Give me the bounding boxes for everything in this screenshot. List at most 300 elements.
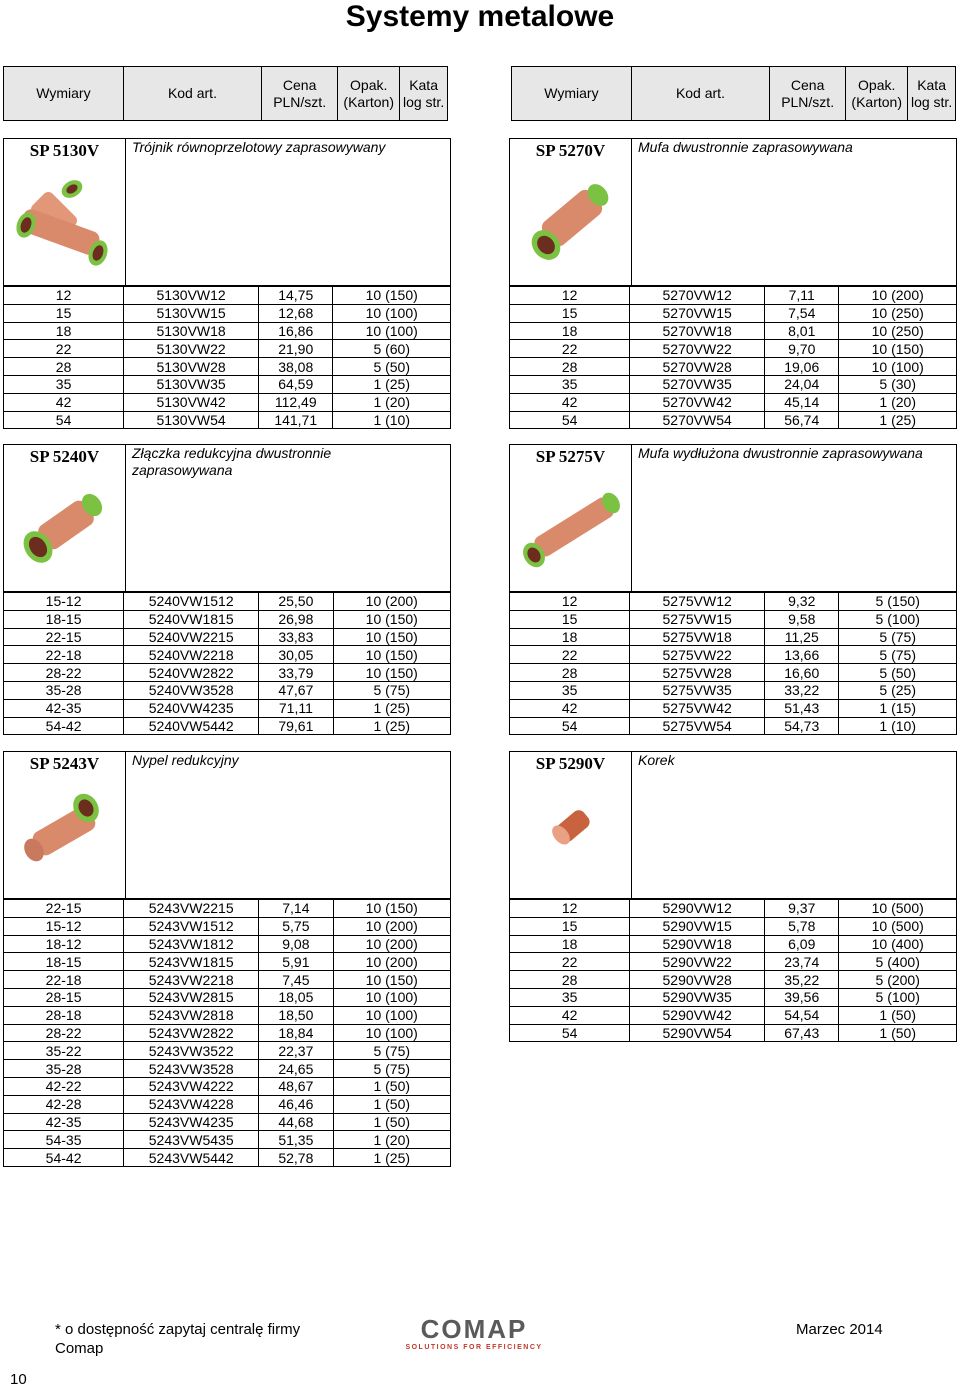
table-row — [4, 1131, 451, 1149]
header-code: Kod art. — [631, 67, 769, 121]
dimension-cell: 28 — [510, 664, 630, 682]
article-code-cell: 5290VW12 — [630, 900, 765, 918]
pack-cell: 10 (500) — [839, 900, 957, 918]
price-cell: 9,70 — [765, 340, 839, 358]
article-code-cell: 5130VW42 — [124, 393, 259, 411]
article-code-cell: 5240VW3528 — [124, 681, 259, 699]
pack-cell: 10 (100) — [333, 304, 451, 322]
table-row — [510, 971, 957, 989]
dimension-cell: 28 — [510, 358, 630, 376]
section-sp5240v — [3, 444, 451, 735]
product-code: SP 5240V — [29, 447, 100, 466]
article-code-cell: 5275VW18 — [630, 628, 765, 646]
price-cell: 33,79 — [259, 664, 333, 682]
product-name: Mufa wydłużona dwustronnie zaprasowywana — [638, 445, 923, 461]
table-row — [510, 628, 957, 646]
dimension-cell: 18-12 — [4, 935, 124, 953]
section-sp5130v — [3, 138, 451, 429]
dimension-cell: 28 — [510, 971, 630, 989]
pack-cell: 1 (20) — [333, 1131, 450, 1149]
article-code-cell: 5243VW4228 — [124, 1095, 259, 1113]
pack-cell: 10 (200) — [333, 917, 450, 935]
pack-cell: 5 (75) — [839, 646, 957, 664]
price-cell: 24,04 — [765, 375, 839, 393]
article-code-cell: 5270VW28 — [630, 358, 765, 376]
article-code-cell: 5130VW18 — [124, 322, 259, 340]
price-cell: 47,67 — [259, 681, 333, 699]
article-code-cell: 5130VW12 — [124, 287, 259, 305]
article-code-cell: 5240VW1512 — [124, 593, 259, 611]
price-cell: 64,59 — [259, 375, 333, 393]
price-cell: 26,98 — [259, 610, 333, 628]
pack-cell: 5 (25) — [839, 681, 957, 699]
article-code-cell: 5275VW42 — [630, 699, 765, 717]
article-code-cell: 5240VW5442 — [124, 717, 259, 735]
table-row — [510, 646, 957, 664]
table-row — [510, 900, 957, 918]
price-table — [3, 592, 451, 735]
article-code-cell: 5243VW1815 — [124, 953, 259, 971]
dimension-cell: 18 — [510, 628, 630, 646]
dimension-cell: 12 — [4, 287, 124, 305]
price-table — [3, 286, 451, 429]
pack-cell: 1 (50) — [333, 1113, 450, 1131]
tee-fitting-image — [10, 165, 120, 275]
pack-cell: 10 (200) — [839, 287, 957, 305]
article-code-cell: 5240VW4235 — [124, 699, 259, 717]
price-cell: 35,22 — [765, 971, 839, 989]
header-pack: Opak. (Karton) — [846, 67, 908, 121]
product-header — [3, 751, 451, 899]
dimension-cell: 28-22 — [4, 664, 124, 682]
dimension-cell: 22-15 — [4, 628, 124, 646]
table-row — [510, 917, 957, 935]
page-title: Systemy metalowe — [345, 0, 615, 33]
pack-cell: 10 (150) — [333, 287, 451, 305]
logo-tagline: SOLUTIONS FOR EFFICIENCY — [405, 1344, 543, 1351]
header-dimensions: Wymiary — [512, 67, 632, 121]
pack-cell: 10 (150) — [333, 900, 450, 918]
product-name: Mufa dwustronnie zaprasowywana — [638, 139, 853, 155]
table-row — [4, 304, 451, 322]
table-row — [510, 935, 957, 953]
table-row — [510, 593, 957, 611]
price-cell: 12,68 — [259, 304, 333, 322]
product-header — [509, 751, 957, 899]
article-code-cell: 5290VW22 — [630, 953, 765, 971]
article-code-cell: 5243VW3528 — [124, 1060, 259, 1078]
price-cell: 54,73 — [765, 717, 839, 735]
pack-cell: 5 (30) — [839, 375, 957, 393]
availability-note: * o dostępność zapytaj centralę firmy Comap — [55, 1321, 301, 1357]
pack-cell: 1 (25) — [333, 717, 450, 735]
article-code-cell: 5243VW5435 — [124, 1131, 259, 1149]
table-row — [4, 681, 451, 699]
table-row — [4, 1149, 451, 1167]
dimension-cell: 22 — [4, 340, 124, 358]
comap-logo — [392, 1316, 557, 1354]
article-code-cell: 5275VW12 — [630, 593, 765, 611]
issue-date: Marzec 2014 — [796, 1321, 883, 1338]
long-coupling-image — [516, 471, 626, 581]
article-code-cell: 5130VW35 — [124, 375, 259, 393]
price-cell: 9,37 — [765, 900, 839, 918]
dimension-cell: 22-18 — [4, 971, 124, 989]
pack-cell: 10 (100) — [839, 358, 957, 376]
price-cell: 33,83 — [259, 628, 333, 646]
dimension-cell: 54-42 — [4, 717, 124, 735]
pack-cell: 10 (150) — [333, 610, 450, 628]
price-cell: 7,14 — [259, 900, 333, 918]
dimension-cell: 18 — [510, 322, 630, 340]
article-code-cell: 5275VW28 — [630, 664, 765, 682]
table-row — [510, 988, 957, 1006]
pack-cell: 1 (25) — [333, 699, 450, 717]
article-code-cell: 5243VW1812 — [124, 935, 259, 953]
article-code-cell: 5270VW12 — [630, 287, 765, 305]
product-code: SP 5243V — [29, 754, 100, 773]
header-pack: Opak. (Karton) — [338, 67, 400, 121]
dimension-cell: 15 — [510, 917, 630, 935]
dimension-cell: 35 — [510, 375, 630, 393]
product-code: SP 5275V — [535, 447, 606, 466]
article-code-cell: 5243VW2818 — [124, 1006, 259, 1024]
table-row — [4, 917, 451, 935]
table-row — [4, 935, 451, 953]
table-row — [4, 322, 451, 340]
reducer-image — [10, 471, 120, 581]
price-cell: 5,78 — [765, 917, 839, 935]
pack-cell: 10 (100) — [333, 1006, 450, 1024]
table-row — [4, 593, 451, 611]
table-row — [4, 699, 451, 717]
header-catalog: Kata log str. — [908, 67, 956, 121]
dimension-cell: 35 — [510, 988, 630, 1006]
dimension-cell: 42-35 — [4, 699, 124, 717]
pack-cell: 1 (50) — [839, 1024, 957, 1042]
dimension-cell: 42 — [510, 393, 630, 411]
table-row — [4, 1077, 451, 1095]
dimension-cell: 35-28 — [4, 681, 124, 699]
pack-cell: 10 (250) — [839, 304, 957, 322]
section-sp5243v — [3, 751, 451, 1167]
price-cell: 8,01 — [765, 322, 839, 340]
dimension-cell: 22-15 — [4, 900, 124, 918]
table-row — [4, 375, 451, 393]
article-code-cell: 5243VW3522 — [124, 1042, 259, 1060]
header-price: Cena PLN/szt. — [262, 67, 338, 121]
section-sp5270v — [509, 138, 957, 429]
price-table — [3, 899, 451, 1167]
article-code-cell: 5275VW54 — [630, 717, 765, 735]
dimension-cell: 42 — [4, 393, 124, 411]
price-cell: 48,67 — [259, 1077, 333, 1095]
table-row — [510, 610, 957, 628]
price-cell: 5,75 — [259, 917, 333, 935]
dimension-cell: 18-15 — [4, 610, 124, 628]
pack-cell: 10 (150) — [333, 664, 450, 682]
article-code-cell: 5290VW18 — [630, 935, 765, 953]
price-cell: 14,75 — [259, 287, 333, 305]
price-cell: 9,08 — [259, 935, 333, 953]
header-price: Cena PLN/szt. — [770, 67, 846, 121]
pack-cell: 5 (75) — [333, 1042, 450, 1060]
article-code-cell: 5243VW5442 — [124, 1149, 259, 1167]
dimension-cell: 35 — [4, 375, 124, 393]
article-code-cell: 5270VW22 — [630, 340, 765, 358]
table-row — [4, 610, 451, 628]
column-header-left — [3, 66, 448, 121]
table-row — [4, 411, 451, 429]
table-row — [510, 664, 957, 682]
article-code-cell: 5290VW35 — [630, 988, 765, 1006]
pack-cell: 1 (10) — [839, 717, 957, 735]
table-row — [4, 358, 451, 376]
pack-cell: 10 (400) — [839, 935, 957, 953]
price-cell: 56,74 — [765, 411, 839, 429]
table-row — [4, 1095, 451, 1113]
price-cell: 51,35 — [259, 1131, 333, 1149]
price-cell: 6,09 — [765, 935, 839, 953]
article-code-cell: 5290VW54 — [630, 1024, 765, 1042]
pack-cell: 5 (400) — [839, 953, 957, 971]
product-header — [509, 138, 957, 286]
table-row — [510, 1006, 957, 1024]
dimension-cell: 54 — [4, 411, 124, 429]
table-row — [4, 1024, 451, 1042]
price-cell: 39,56 — [765, 988, 839, 1006]
product-name: Korek — [638, 752, 675, 768]
table-row — [4, 1113, 451, 1131]
article-code-cell: 5240VW2218 — [124, 646, 259, 664]
pack-cell: 5 (100) — [839, 988, 957, 1006]
dimension-cell: 22 — [510, 646, 630, 664]
pack-cell: 10 (200) — [333, 935, 450, 953]
pack-cell: 10 (100) — [333, 988, 450, 1006]
dimension-cell: 18 — [510, 935, 630, 953]
dimension-cell: 42-22 — [4, 1077, 124, 1095]
article-code-cell: 5290VW42 — [630, 1006, 765, 1024]
article-code-cell: 5275VW35 — [630, 681, 765, 699]
table-row — [4, 664, 451, 682]
pack-cell: 5 (60) — [333, 340, 451, 358]
article-code-cell: 5270VW15 — [630, 304, 765, 322]
price-table — [509, 592, 957, 735]
product-code: SP 5290V — [535, 754, 606, 773]
product-code: SP 5130V — [29, 141, 100, 160]
price-cell: 9,32 — [765, 593, 839, 611]
price-cell: 24,65 — [259, 1060, 333, 1078]
price-cell: 22,37 — [259, 1042, 333, 1060]
price-cell: 46,46 — [259, 1095, 333, 1113]
pack-cell: 1 (50) — [839, 1006, 957, 1024]
article-code-cell: 5240VW1815 — [124, 610, 259, 628]
pack-cell: 5 (75) — [839, 628, 957, 646]
dimension-cell: 28-15 — [4, 988, 124, 1006]
price-cell: 51,43 — [765, 699, 839, 717]
article-code-cell: 5290VW28 — [630, 971, 765, 989]
logo-text: COMAP — [420, 1316, 528, 1344]
product-name: Nypel redukcyjny — [132, 752, 239, 768]
pack-cell: 1 (20) — [333, 393, 451, 411]
dimension-cell: 22-18 — [4, 646, 124, 664]
dimension-cell: 28-18 — [4, 1006, 124, 1024]
price-cell: 79,61 — [259, 717, 333, 735]
table-row — [4, 953, 451, 971]
price-cell: 33,22 — [765, 681, 839, 699]
table-row — [4, 646, 451, 664]
pack-cell: 5 (200) — [839, 971, 957, 989]
article-code-cell: 5290VW15 — [630, 917, 765, 935]
dimension-cell: 15 — [510, 304, 630, 322]
article-code-cell: 5243VW1512 — [124, 917, 259, 935]
pack-cell: 10 (200) — [333, 593, 450, 611]
table-row — [510, 304, 957, 322]
price-cell: 9,58 — [765, 610, 839, 628]
page-number: 10 — [10, 1371, 27, 1388]
article-code-cell: 5243VW4235 — [124, 1113, 259, 1131]
price-cell: 5,91 — [259, 953, 333, 971]
dimension-cell: 22 — [510, 953, 630, 971]
pack-cell: 5 (50) — [839, 664, 957, 682]
article-code-cell: 5275VW15 — [630, 610, 765, 628]
table-row — [510, 393, 957, 411]
pack-cell: 5 (75) — [333, 681, 450, 699]
table-row — [4, 628, 451, 646]
article-code-cell: 5270VW54 — [630, 411, 765, 429]
table-row — [510, 681, 957, 699]
coupling-image — [516, 165, 626, 275]
product-name: Złączka redukcyjna dwustronnie zaprasowywana — [132, 445, 332, 478]
dimension-cell: 18-15 — [4, 953, 124, 971]
dimension-cell: 18 — [4, 322, 124, 340]
dimension-cell: 35-28 — [4, 1060, 124, 1078]
table-row — [510, 953, 957, 971]
product-code: SP 5270V — [535, 141, 606, 160]
table-row — [510, 340, 957, 358]
pack-cell: 5 (75) — [333, 1060, 450, 1078]
dimension-cell: 28-22 — [4, 1024, 124, 1042]
article-code-cell: 5243VW4222 — [124, 1077, 259, 1095]
dimension-cell: 15 — [4, 304, 124, 322]
price-cell: 21,90 — [259, 340, 333, 358]
table-row — [4, 717, 451, 735]
pack-cell: 10 (150) — [333, 628, 450, 646]
price-cell: 141,71 — [259, 411, 333, 429]
table-row — [510, 322, 957, 340]
pack-cell: 10 (100) — [333, 1024, 450, 1042]
table-row — [4, 988, 451, 1006]
article-code-cell: 5243VW2215 — [124, 900, 259, 918]
pack-cell: 1 (20) — [839, 393, 957, 411]
article-code-cell: 5275VW22 — [630, 646, 765, 664]
dimension-cell: 35-22 — [4, 1042, 124, 1060]
price-cell: 45,14 — [765, 393, 839, 411]
pack-cell: 1 (25) — [333, 1149, 450, 1167]
dimension-cell: 42 — [510, 699, 630, 717]
table-row — [510, 358, 957, 376]
price-cell: 30,05 — [259, 646, 333, 664]
dimension-cell: 54 — [510, 1024, 630, 1042]
price-cell: 7,11 — [765, 287, 839, 305]
column-header-right — [511, 66, 956, 121]
table-row — [4, 971, 451, 989]
price-table — [509, 286, 957, 429]
pack-cell: 1 (25) — [839, 411, 957, 429]
dimension-cell: 54-35 — [4, 1131, 124, 1149]
table-row — [4, 900, 451, 918]
table-row — [510, 1024, 957, 1042]
article-code-cell: 5240VW2822 — [124, 664, 259, 682]
pack-cell: 10 (100) — [333, 322, 451, 340]
article-code-cell: 5130VW15 — [124, 304, 259, 322]
pack-cell: 10 (200) — [333, 953, 450, 971]
pack-cell: 10 (150) — [839, 340, 957, 358]
table-row — [510, 717, 957, 735]
dimension-cell: 12 — [510, 900, 630, 918]
dimension-cell: 42-28 — [4, 1095, 124, 1113]
dimension-cell: 54 — [510, 411, 630, 429]
dimension-cell: 54 — [510, 717, 630, 735]
dimension-cell: 35 — [510, 681, 630, 699]
pack-cell: 1 (50) — [333, 1095, 450, 1113]
article-code-cell: 5243VW2822 — [124, 1024, 259, 1042]
price-cell: 7,45 — [259, 971, 333, 989]
pack-cell: 5 (100) — [839, 610, 957, 628]
dimension-cell: 28 — [4, 358, 124, 376]
dimension-cell: 54-42 — [4, 1149, 124, 1167]
article-code-cell: 5130VW28 — [124, 358, 259, 376]
product-header — [3, 444, 451, 592]
pack-cell: 10 (500) — [839, 917, 957, 935]
table-row — [4, 1060, 451, 1078]
section-sp5290v — [509, 751, 957, 1042]
table-row — [4, 1006, 451, 1024]
price-cell: 16,60 — [765, 664, 839, 682]
article-code-cell: 5243VW2218 — [124, 971, 259, 989]
dimension-cell: 42 — [510, 1006, 630, 1024]
section-sp5275v — [509, 444, 957, 735]
header-dimensions: Wymiary — [4, 67, 124, 121]
pack-cell: 5 (50) — [333, 358, 451, 376]
price-cell: 71,11 — [259, 699, 333, 717]
end-cap-image — [516, 778, 626, 888]
article-code-cell: 5243VW2815 — [124, 988, 259, 1006]
article-code-cell: 5240VW2215 — [124, 628, 259, 646]
dimension-cell: 42-35 — [4, 1113, 124, 1131]
price-cell: 44,68 — [259, 1113, 333, 1131]
dimension-cell: 15-12 — [4, 593, 124, 611]
price-cell: 7,54 — [765, 304, 839, 322]
article-code-cell: 5270VW18 — [630, 322, 765, 340]
pack-cell: 5 (150) — [839, 593, 957, 611]
product-name: Trójnik równoprzelotowy zaprasowywany — [132, 139, 386, 155]
article-code-cell: 5130VW22 — [124, 340, 259, 358]
pack-cell: 10 (250) — [839, 322, 957, 340]
price-cell: 38,08 — [259, 358, 333, 376]
price-cell: 54,54 — [765, 1006, 839, 1024]
product-header — [509, 444, 957, 592]
article-code-cell: 5270VW35 — [630, 375, 765, 393]
table-row — [4, 287, 451, 305]
price-table — [509, 899, 957, 1042]
dimension-cell: 12 — [510, 287, 630, 305]
price-cell: 67,43 — [765, 1024, 839, 1042]
price-cell: 52,78 — [259, 1149, 333, 1167]
product-header — [3, 138, 451, 286]
pack-cell: 10 (150) — [333, 971, 450, 989]
dimension-cell: 15 — [510, 610, 630, 628]
